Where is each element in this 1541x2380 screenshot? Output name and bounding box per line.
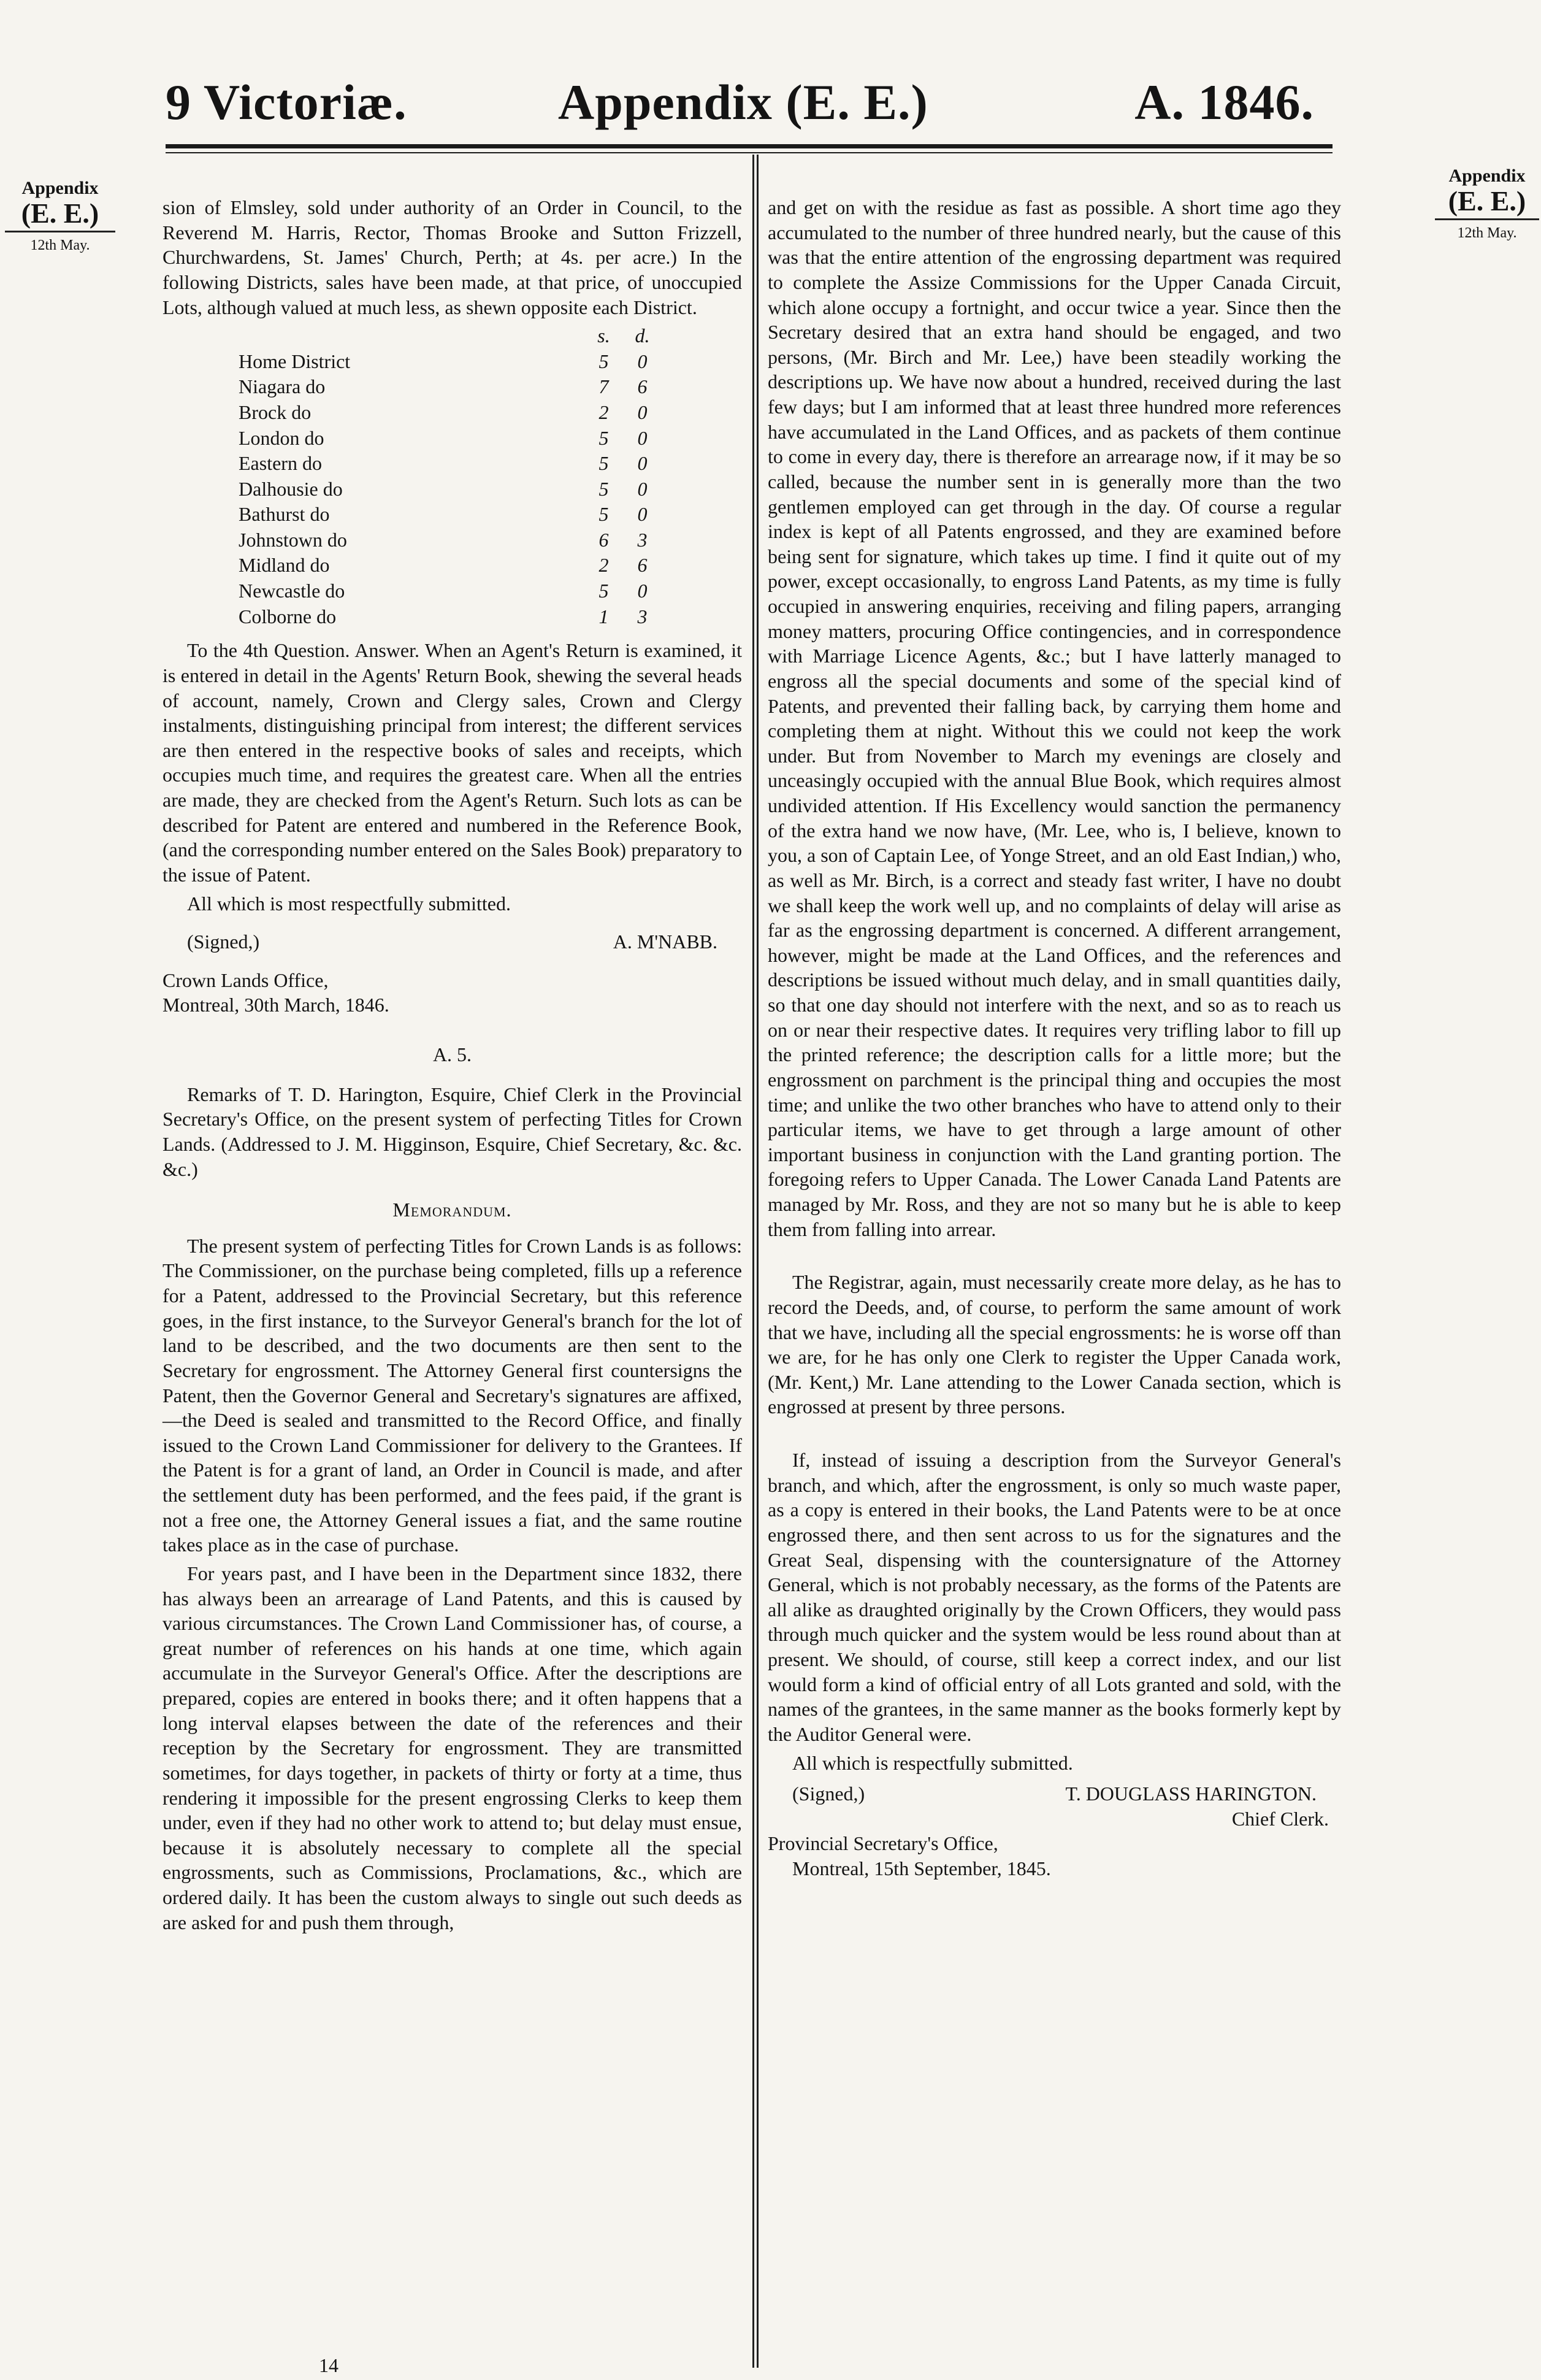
district-shillings: 2 — [598, 554, 609, 577]
district-shillings: 5 — [598, 452, 609, 475]
closing-line: All which is respectfully submitted. — [792, 1751, 1073, 1774]
table-row — [236, 477, 662, 502]
table-row — [236, 349, 662, 375]
table-row — [236, 578, 662, 604]
paragraph: The Registrar, again, must necessarily create more delay, as he has to record the Deeds, and, of course, to perform the same amount of work that we have, including all the special engrossments: he is worse off than we are, for he has only one Clerk to register the Upper Canada work, (Mr. Kent,) Mr. Lane attending to the Lower Canada section, which is engrossed at present by three persons. — [768, 1271, 1341, 1418]
signed-label: (Signed,) — [792, 1783, 865, 1805]
district-name: Johnstown do — [239, 528, 347, 551]
table-row — [236, 528, 662, 553]
table-row — [236, 451, 662, 477]
left-column — [163, 195, 742, 1938]
district-pence: 0 — [637, 452, 648, 475]
signature-line — [163, 929, 742, 954]
district-name: Midland do — [239, 554, 330, 577]
district-shillings: 6 — [598, 528, 609, 551]
district-name: Colborne do — [239, 605, 337, 628]
district-name: Bathurst do — [239, 503, 330, 526]
district-pence: 0 — [637, 350, 648, 372]
column-divider-second — [757, 155, 759, 2368]
district-name: Newcastle do — [239, 580, 345, 602]
signature-line — [768, 1781, 1341, 1806]
district-price-table — [236, 323, 662, 629]
district-name: London do — [239, 426, 324, 449]
district-name: Home District — [239, 350, 351, 372]
right-column — [768, 195, 1341, 1881]
paragraph: To the 4th Question. Answer. When an Agent's Return is examined, it is entered in detail in the Agents' Return Book, shewing the several heads of account, namely, Crown and Clergy sales, Crown and Clergy instalments, distinguishing principal from interest; the different services are then entered in the respective books of sales and receipts, which occupies much time, and requires the greatest care. When all the entries are made, they are checked from the Agent's Return. Such lots as can be described for Patent are entered and numbered in the Reference Book, (and the corresponding number entered on the Sales Book) preparatory to the issue of Patent. — [163, 639, 742, 886]
margin-note-title: Appendix — [1448, 166, 1526, 186]
district-name: Dalhousie do — [239, 477, 343, 500]
margin-note-code: (E. E.) — [5, 198, 115, 232]
office-line: Provincial Secretary's Office, — [768, 1832, 998, 1855]
district-pence: 0 — [637, 580, 648, 602]
margin-note-right — [1435, 166, 1539, 241]
margin-note-title: Appendix — [21, 178, 99, 198]
district-pence: 0 — [637, 503, 648, 526]
paragraph: The present system of perfecting Titles for Crown Lands is as follows: The Commissioner, on the purchase being completed, fills up a reference for a Patent, addressed to the Provincial Secretary, but this reference goes, in the first instance, to the Surveyor General's branch for the lot of land to be described, and the two documents are then sent to the Secretary for engrossment. The Attorney General first countersigns the Patent, then the Governor General and Secretary's signatures are affixed,—the Deed is sealed and transmitted to the Record Office, and finally issued to the Crown Land Commissioner for delivery to the Grantees. If the Patent is for a grant of land, an Order in Council is made, and after the settlement duty has been performed, and the fees paid, if the grant is not a free one, the Attorney General issues a fiat, and the same routine takes place as in the case of purchase. — [163, 1234, 742, 1556]
office-line: Crown Lands Office, — [163, 969, 329, 991]
table-row — [236, 400, 662, 426]
paragraph: For years past, and I have been in the Department since 1832, there has always been an arrearage of Land Patents, and this is caused by various circumstances. The Crown Land Commissioner has, of course, a great number of references on his hands at one time, which again accumulate in the Surveyor General's Office. After the descriptions are prepared, copies are entered in books there; and it often happens that a long interval elapses between the date of the references and their reception by the Secretary for engrossment. They are transmitted sometimes, for days together, in packets of thirty or forty at a time, thus rendering it impossible for the present engrossing Clerks to keep them under, even if they had no other work to attend to; but delay must ensue, because it is absolutely necessary to complete all the special engrossments, such as Commissions, Proclamations, &c., which are ordered daily. It has been the custom always to single out such deeds as are asked for and push them through, — [163, 1562, 742, 1933]
column-divider — [752, 155, 754, 2368]
table-row — [236, 502, 662, 528]
district-pence: 6 — [637, 375, 648, 398]
table-header-row — [236, 323, 662, 349]
page-number: 14 — [319, 2354, 338, 2376]
district-pence: 0 — [637, 426, 648, 449]
running-head-year: A. 1846. — [1134, 74, 1314, 130]
paragraph: sion of Elmsley, sold under authority of an Order in Council, to the Reverend M. Harris, Rector, Thomas Brooke and Sutton Frizzell, Churchwardens, St. James' Church, Perth; at 4s. per acre.) In the following Districts, sales have been made, at that price, of unoccupied Lots, although valued at much less, as shewn opposite each District. — [163, 196, 742, 318]
district-pence: 3 — [637, 528, 648, 551]
district-shillings: 5 — [598, 503, 609, 526]
closing-line: All which is most respectfully submitted. — [187, 892, 511, 915]
memorandum-heading: Memorandum. — [392, 1199, 512, 1221]
section-heading: A. 5. — [432, 1043, 472, 1065]
district-name: Niagara do — [239, 375, 326, 398]
paragraph: If, instead of issuing a description from the Surveyor General's branch, and which, after the engrossment, is only so much waste paper, as a copy is entered in their books, the Land Patents were to be at once engrossed there, and then sent across to us for the signatures and the Great Seal, dispensing with the countersignature of the Attorney General, which is not probably necessary, as the forms of the Patents are all alike as draughted originally by the Crown Officers, they would pass through much quicker and the system would be less round about than at present. We should, of course, still keep a correct index, and our list would form a kind of official entry of all Lots granted and sold, with the names of the grantees, in the same manner as the books formerly kept by the Auditor General were. — [768, 1449, 1341, 1745]
signatory-name: T. DOUGLASS HARINGTON. — [1065, 1783, 1317, 1805]
district-pence: 0 — [637, 477, 648, 500]
district-shillings: 7 — [598, 375, 609, 398]
paragraph: and get on with the residue as fast as possible. A short time ago they accumulated to the number of three hundred nearly, but the cause of this was that the entire attention of the engrossing department was required to complete the Assize Commissions for the Upper Canada Circuit, which alone occupy a fortnight, and occur twice a year. Since then the Secretary desired that an extra hand should be engaged, and two persons, (Mr. Birch and Mr. Lee,) have been steadily working the descriptions up. We have now about a hundred, received during the last few days; but I am informed that at least three hundred more references have accumulated in the Land Offices, and as packets of them continue to come in every day, there is therefore an arrearage now, if it may be so called, because the number sent in is generally more than the two gentlemen employed can get through in the day. Of course a regular index is kept of all Patents engrossed, and they are examined before being sent for signature, which takes up time. I find it quite out of my power, except occasionally, to engross Land Patents, as my time is fully occupied in answering enquiries, receiving and filing papers, arranging money matters, procuring Office contingencies, and in correspondence with Marriage Licence Agents, &c.; but I have latterly managed to engross all the special documents and some of the special kind of Patents, and prevented their falling back, by carrying them home and completing them at night. Without this we could not keep the work under. But from November to March my evenings are closely and unceasingly occupied with the annual Blue Book, which requires almost undivided attention. If His Excellency would sanction the permanency of the extra hand we now have, (Mr. Lee, who is, I believe, known to you, a son of Captain Lee, of Yonge Street, and an old East Indian,) who, as well as Mr. Birch, is a correct and steady fast writer, I have no doubt we shall keep the work well up, and no complaints of delay will arise as far as the engrossing department is concerned. A different arrangement, however, might be made at the Land Offices, and the references and descriptions be issued without much delay, and in small quantities daily, so that one day should not interfere with the next, and so as to reach us on or near their respective dates. It requires very trifling labor to fill up the printed reference; the description calls for a little more; but the engrossment on parchment is the principal thing and occupies the most time; and unlike the two other branches who have to attend only to their particular items, we have to get through a large amount of other important business in conjunction with the Land granting portion. The foregoing refers to Upper Canada. The Lower Canada Land Patents are managed by Mr. Ross, and they are not so many but he is able to keep them from falling into arrear. — [768, 196, 1341, 1240]
margin-note-code: (E. E.) — [1435, 186, 1539, 220]
table-row — [236, 426, 662, 451]
district-shillings: 5 — [598, 580, 609, 602]
margin-note-left — [5, 178, 115, 253]
district-name: Eastern do — [239, 452, 322, 475]
district-name: Brock do — [239, 401, 312, 423]
place-date-line: Montreal, 30th March, 1846. — [163, 994, 389, 1016]
district-shillings: 5 — [598, 477, 609, 500]
table-row — [236, 374, 662, 400]
place-date-line: Montreal, 15th September, 1845. — [792, 1857, 1051, 1879]
signatory-title: Chief Clerk. — [1231, 1807, 1329, 1830]
district-pence: 6 — [637, 554, 648, 577]
margin-note-date: 12th May. — [1457, 225, 1517, 241]
signed-label: (Signed,) — [187, 931, 260, 953]
district-shillings: 5 — [598, 426, 609, 449]
signatory-name: A. M'NABB. — [613, 931, 717, 953]
running-head-appendix: Appendix (E. E.) — [558, 74, 928, 130]
district-pence: 0 — [637, 401, 648, 423]
district-shillings: 2 — [598, 401, 609, 423]
pence-header: d. — [635, 324, 650, 347]
margin-note-date: 12th May. — [30, 237, 90, 253]
district-shillings: 5 — [598, 350, 609, 372]
running-head-session: 9 Victoriæ. — [166, 74, 407, 130]
table-row — [236, 553, 662, 578]
shillings-header: s. — [597, 324, 610, 347]
remarks-heading: Remarks of T. D. Harington, Esquire, Chief Clerk in the Provincial Secretary's Office, on the present system of perfecting Titles for Crown Lands. (Addressed to J. M. Higginson, Esquire, Chief Secretary, &c. &c. &c.) — [163, 1083, 742, 1180]
header-rule-thick — [166, 144, 1333, 148]
header-rule-thin — [166, 152, 1333, 153]
table-row — [236, 604, 662, 630]
district-pence: 3 — [637, 605, 648, 628]
district-shillings: 1 — [598, 605, 609, 628]
